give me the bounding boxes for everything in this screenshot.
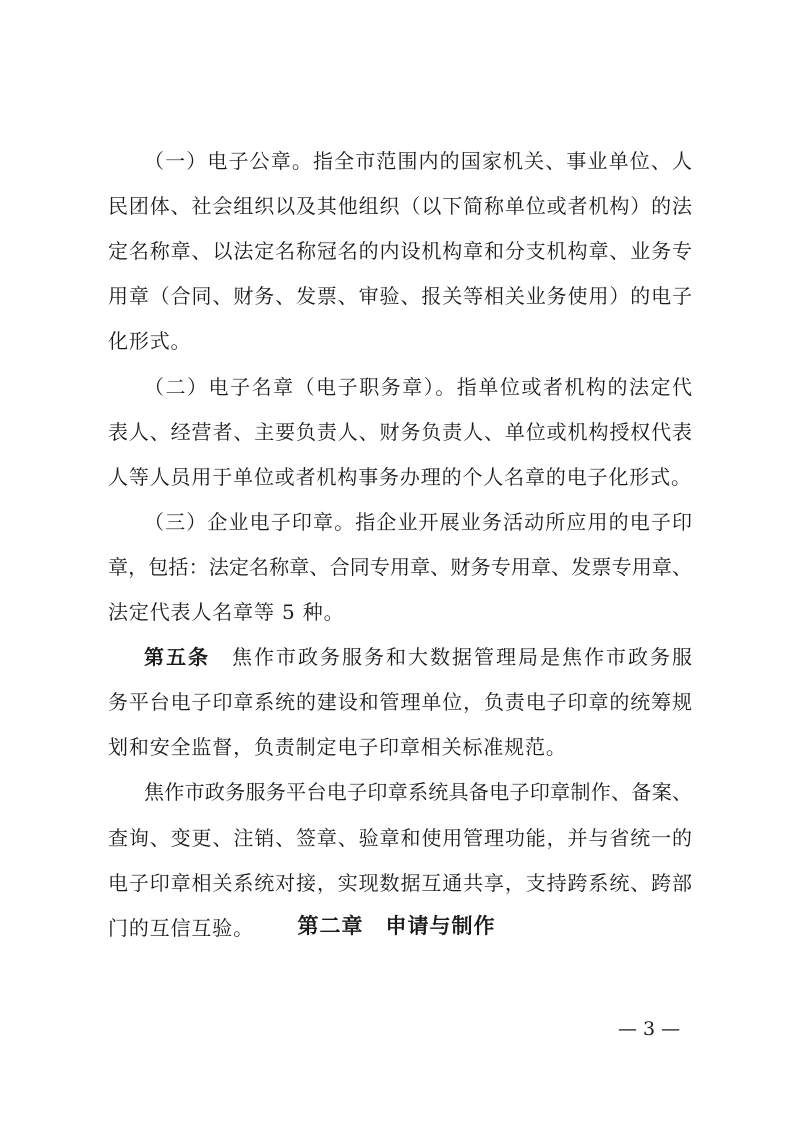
paragraph-line — [144, 780, 692, 804]
line-text: 法定代表人名章等 5 种。 — [108, 600, 345, 624]
paragraph-line — [108, 690, 692, 714]
line-text: 民团体、社会组织以及其他组织（以下简称单位或者机构）的法 — [108, 194, 692, 219]
line-text: 焦作市政务服务和大数据管理局是焦作市政务服 — [232, 645, 692, 670]
line-text: 门的互信互验。 — [108, 915, 254, 940]
line-text: （二）电子名章（电子职务章）。指单位或者机构的法定代 — [144, 374, 692, 399]
paragraph-line — [108, 735, 692, 759]
paragraph-line — [144, 149, 692, 173]
line-text: 电子印章相关系统对接，实现数据互通共享，支持跨系统、跨部 — [108, 870, 692, 895]
article-number: 第五条 — [144, 645, 210, 670]
line-text: 用章（合同、财务、发票、审验、报关等相关业务使用）的电子 — [108, 284, 692, 309]
paragraph-line — [108, 465, 692, 489]
paragraph-line — [108, 194, 692, 218]
line-text: 化形式。 — [108, 329, 192, 354]
line-text: （一）电子公章。指全市范围内的国家机关、事业单位、人 — [144, 149, 692, 173]
paragraph-line — [108, 284, 692, 308]
paragraph-line — [108, 826, 692, 850]
page-number: — 3 — — [618, 1018, 681, 1040]
line-text: 表人、经营者、主要负责人、财务负责人、单位或机构授权代表 — [108, 419, 692, 444]
paragraph-line — [108, 871, 692, 895]
line-text: 章，包括：法定名称章、合同专用章、财务专用章、发票专用章、 — [108, 554, 692, 579]
paragraph-line — [108, 420, 692, 444]
paragraph-line — [108, 329, 692, 353]
line-text: 人等人员用于单位或者机构事务办理的个人名章的电子化形式。 — [108, 464, 692, 489]
paragraph-line — [108, 239, 692, 263]
paragraph-line — [108, 600, 692, 624]
line-text: （三）企业电子印章。指企业开展业务活动所应用的电子印 — [144, 509, 692, 534]
paragraph-line — [144, 375, 692, 399]
paragraph-line — [108, 555, 692, 579]
chapter-heading: 第二章 申请与制作 — [297, 914, 496, 938]
paragraph-line — [144, 510, 692, 534]
line-text: 焦作市政务服务平台电子印章系统具备电子印章制作、备案、 — [144, 780, 692, 805]
line-text: 定名称章、以法定名称冠名的内设机构章和分支机构章、业务专 — [108, 239, 692, 264]
paragraph-line — [144, 645, 692, 669]
line-text: 划和安全监督，负责制定电子印章相关标准规范。 — [108, 735, 567, 760]
line-text: 务平台电子印章系统的建设和管理单位，负责电子印章的统筹规 — [108, 690, 692, 715]
line-text: 查询、变更、注销、签章、验章和使用管理功能，并与省统一的 — [108, 825, 692, 850]
